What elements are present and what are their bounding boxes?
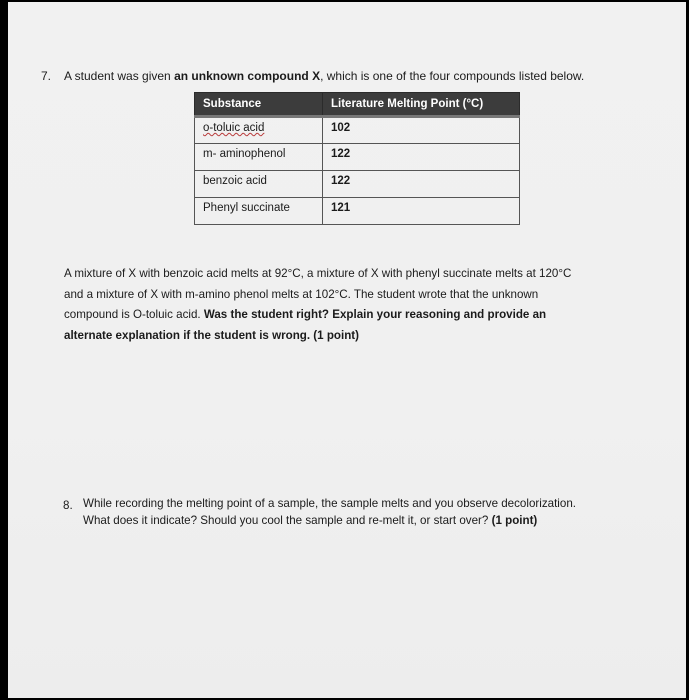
question-7-number: 7. — [41, 69, 52, 83]
melting-point-cell: 122 — [323, 144, 520, 171]
question-8-body — [83, 495, 576, 529]
melting-point-cell: 102 — [323, 117, 520, 144]
q7-line-3-bold: Was the student right? Explain your reasoning and provide an — [203, 308, 547, 321]
substance-cell: benzoic acid — [195, 171, 323, 198]
q7-line-4 — [64, 326, 674, 347]
q7-line-3-plain: compound is O-toluic acid. — [64, 308, 204, 321]
q7-line-3 — [64, 305, 674, 326]
q7-intro-post: , which is one of the four compounds listed below. — [320, 69, 585, 83]
melting-point-cell: 121 — [323, 198, 520, 225]
q7-intro-bold: an unknown compound X — [174, 69, 321, 83]
substance-cell: m- aminophenol — [195, 144, 323, 171]
question-7-intro — [64, 69, 584, 83]
substance-cell: Phenyl succinate — [195, 198, 323, 225]
table-header-row — [195, 93, 520, 117]
substance-cell — [195, 117, 323, 144]
melting-point-cell: 122 — [323, 171, 520, 198]
question-7-body — [64, 264, 674, 346]
worksheet-page — [8, 2, 686, 698]
q8-line-1: While recording the melting point of a sample, the sample melts and you observe decolorization. — [83, 497, 576, 510]
header-substance: Substance — [195, 93, 323, 117]
table-row — [195, 117, 520, 144]
question-8-number: 8. — [63, 499, 73, 512]
q7-intro-pre: A student was given — [64, 69, 175, 83]
compounds-table — [194, 92, 520, 225]
table-row — [195, 198, 520, 225]
q7-line-2: and a mixture of X with m-amino phenol melts at 102°C. The student wrote that the unknown — [64, 287, 539, 301]
q8-line-2 — [83, 512, 576, 529]
q7-line-4-bold: alternate explanation if the student is wrong. (1 point) — [64, 328, 360, 342]
header-melting-point: Literature Melting Point (°C) — [323, 93, 520, 117]
table-row — [195, 171, 520, 198]
substance-name: o-toluic acid — [203, 122, 265, 134]
q7-line-1: A mixture of X with benzoic acid melts at 92°C, a mixture of X with phenyl succinate melts at 120°C — [64, 267, 572, 280]
table-row — [195, 144, 520, 171]
q8-line-2-plain: What does it indicate? Should you cool the sample and re-melt it, or start over? — [83, 514, 492, 527]
q8-line-2-bold: (1 point) — [491, 514, 538, 527]
